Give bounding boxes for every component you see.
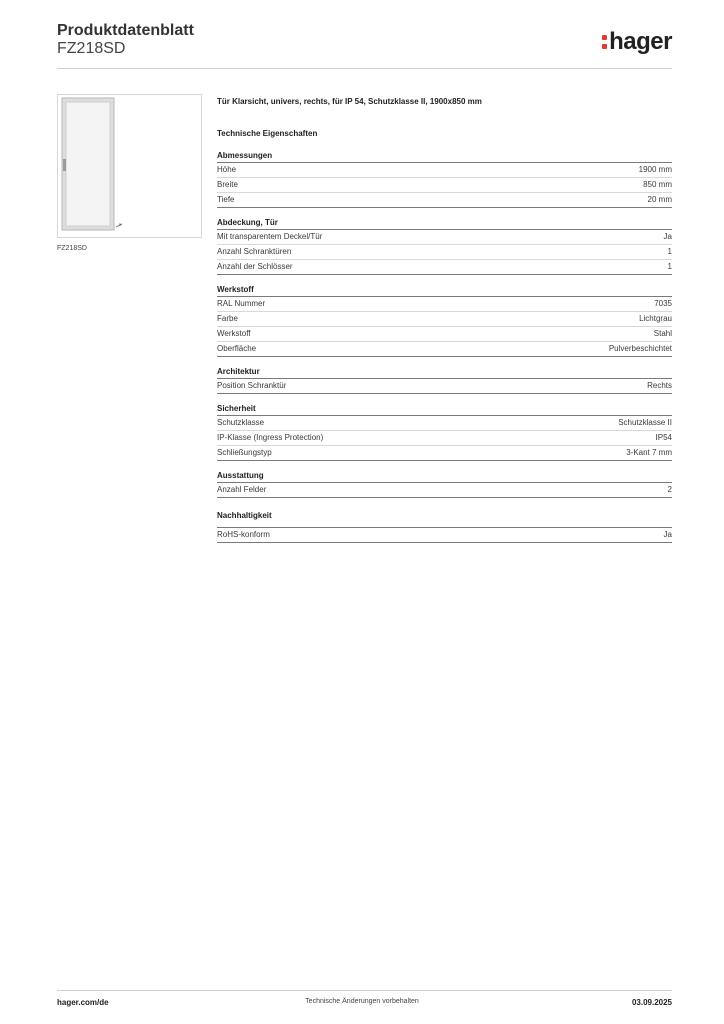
spec-group-sicherheit bbox=[217, 403, 672, 461]
spec-label: Position Schranktür bbox=[217, 381, 287, 390]
spec-label: Anzahl der Schlösser bbox=[217, 262, 293, 271]
product-image bbox=[57, 94, 202, 238]
spec-value: 7035 bbox=[654, 299, 672, 308]
footer-date: 03.09.2025 bbox=[631, 998, 672, 1007]
product-description: Tür Klarsicht, univers, rechts, für IP 54, Schutzklasse II, 1900x850 mm bbox=[217, 97, 482, 106]
spec-value: 20 mm bbox=[647, 195, 672, 204]
page-header bbox=[57, 20, 672, 68]
spec-value: Schutzklasse II bbox=[618, 418, 672, 427]
spec-label: IP-Klasse (Ingress Protection) bbox=[217, 433, 324, 442]
spec-value: 850 mm bbox=[643, 180, 672, 189]
spec-value: Pulverbeschichtet bbox=[608, 344, 672, 353]
spec-row bbox=[217, 327, 672, 342]
spec-label: Mit transparentem Deckel/Tür bbox=[217, 232, 323, 241]
spec-row bbox=[217, 245, 672, 260]
group-title: Sicherheit bbox=[217, 403, 672, 416]
group-title: Nachhaltigkeit bbox=[217, 511, 272, 520]
spec-value: 1 bbox=[667, 262, 672, 271]
spec-value: 1 bbox=[667, 247, 672, 256]
spec-row bbox=[217, 230, 672, 245]
logo-dots-icon bbox=[602, 35, 607, 49]
image-caption: FZ218SD bbox=[57, 245, 87, 252]
spec-row bbox=[217, 260, 672, 275]
spec-row bbox=[217, 483, 672, 498]
header-divider bbox=[57, 68, 672, 69]
specification-panel bbox=[217, 96, 672, 543]
document-title: Produktdatenblatt bbox=[57, 22, 194, 39]
spec-row bbox=[217, 178, 672, 193]
cabinet-door-illustration-icon bbox=[58, 95, 201, 237]
spec-group-abmessungen bbox=[217, 150, 672, 208]
spec-row bbox=[217, 312, 672, 327]
footer-divider bbox=[57, 990, 672, 991]
group-title: Ausstattung bbox=[217, 470, 672, 483]
spec-row bbox=[217, 527, 672, 543]
spec-group-werkstoff bbox=[217, 284, 672, 357]
spec-group-nachhaltigkeit bbox=[217, 510, 672, 543]
spec-group-architektur bbox=[217, 366, 672, 394]
spec-row bbox=[217, 446, 672, 461]
spec-value: 1900 mm bbox=[638, 165, 672, 174]
group-title: Abmessungen bbox=[217, 150, 672, 163]
spec-value: Ja bbox=[663, 232, 672, 241]
spec-row bbox=[217, 193, 672, 208]
spec-row bbox=[217, 163, 672, 178]
spec-label: RAL Nummer bbox=[217, 299, 266, 308]
spec-label: Werkstoff bbox=[217, 329, 251, 338]
spec-label: Schließungstyp bbox=[217, 448, 272, 457]
spec-label: Anzahl Schranktüren bbox=[217, 247, 292, 256]
group-title: Abdeckung, Tür bbox=[217, 217, 672, 230]
group-title: Architektur bbox=[217, 366, 672, 379]
spec-label: RoHS-konform bbox=[217, 530, 270, 539]
logo-text: hager bbox=[609, 28, 672, 55]
section-heading: Technische Eigenschaften bbox=[217, 129, 318, 138]
spec-value: Lichtgrau bbox=[639, 314, 672, 323]
footer-website-link[interactable]: hager.com/de bbox=[57, 998, 109, 1007]
spec-group-ausstattung bbox=[217, 470, 672, 498]
product-code: FZ218SD bbox=[57, 40, 126, 57]
spec-label: Schutzklasse bbox=[217, 418, 265, 427]
spec-row bbox=[217, 297, 672, 312]
spec-value: IP54 bbox=[655, 433, 672, 442]
spec-label: Breite bbox=[217, 180, 238, 189]
spec-label: Anzahl Felder bbox=[217, 485, 267, 494]
spec-group-abdeckung bbox=[217, 217, 672, 275]
spec-label: Tiefe bbox=[217, 195, 235, 204]
spec-value: Ja bbox=[663, 530, 672, 539]
group-title: Werkstoff bbox=[217, 284, 672, 297]
spec-row bbox=[217, 342, 672, 357]
spec-value: 3-Kant 7 mm bbox=[626, 448, 672, 457]
spec-value: Stahl bbox=[653, 329, 672, 338]
spec-row bbox=[217, 379, 672, 394]
footer-notice: Technische Änderungen vorbehalten bbox=[305, 998, 419, 1005]
spec-label: Höhe bbox=[217, 165, 237, 174]
spec-row bbox=[217, 416, 672, 431]
spec-label: Farbe bbox=[217, 314, 238, 323]
spec-value: Rechts bbox=[647, 381, 672, 390]
hager-logo bbox=[602, 28, 672, 56]
spec-value: 2 bbox=[667, 485, 672, 494]
spec-label: Oberfläche bbox=[217, 344, 257, 353]
spec-row bbox=[217, 431, 672, 446]
